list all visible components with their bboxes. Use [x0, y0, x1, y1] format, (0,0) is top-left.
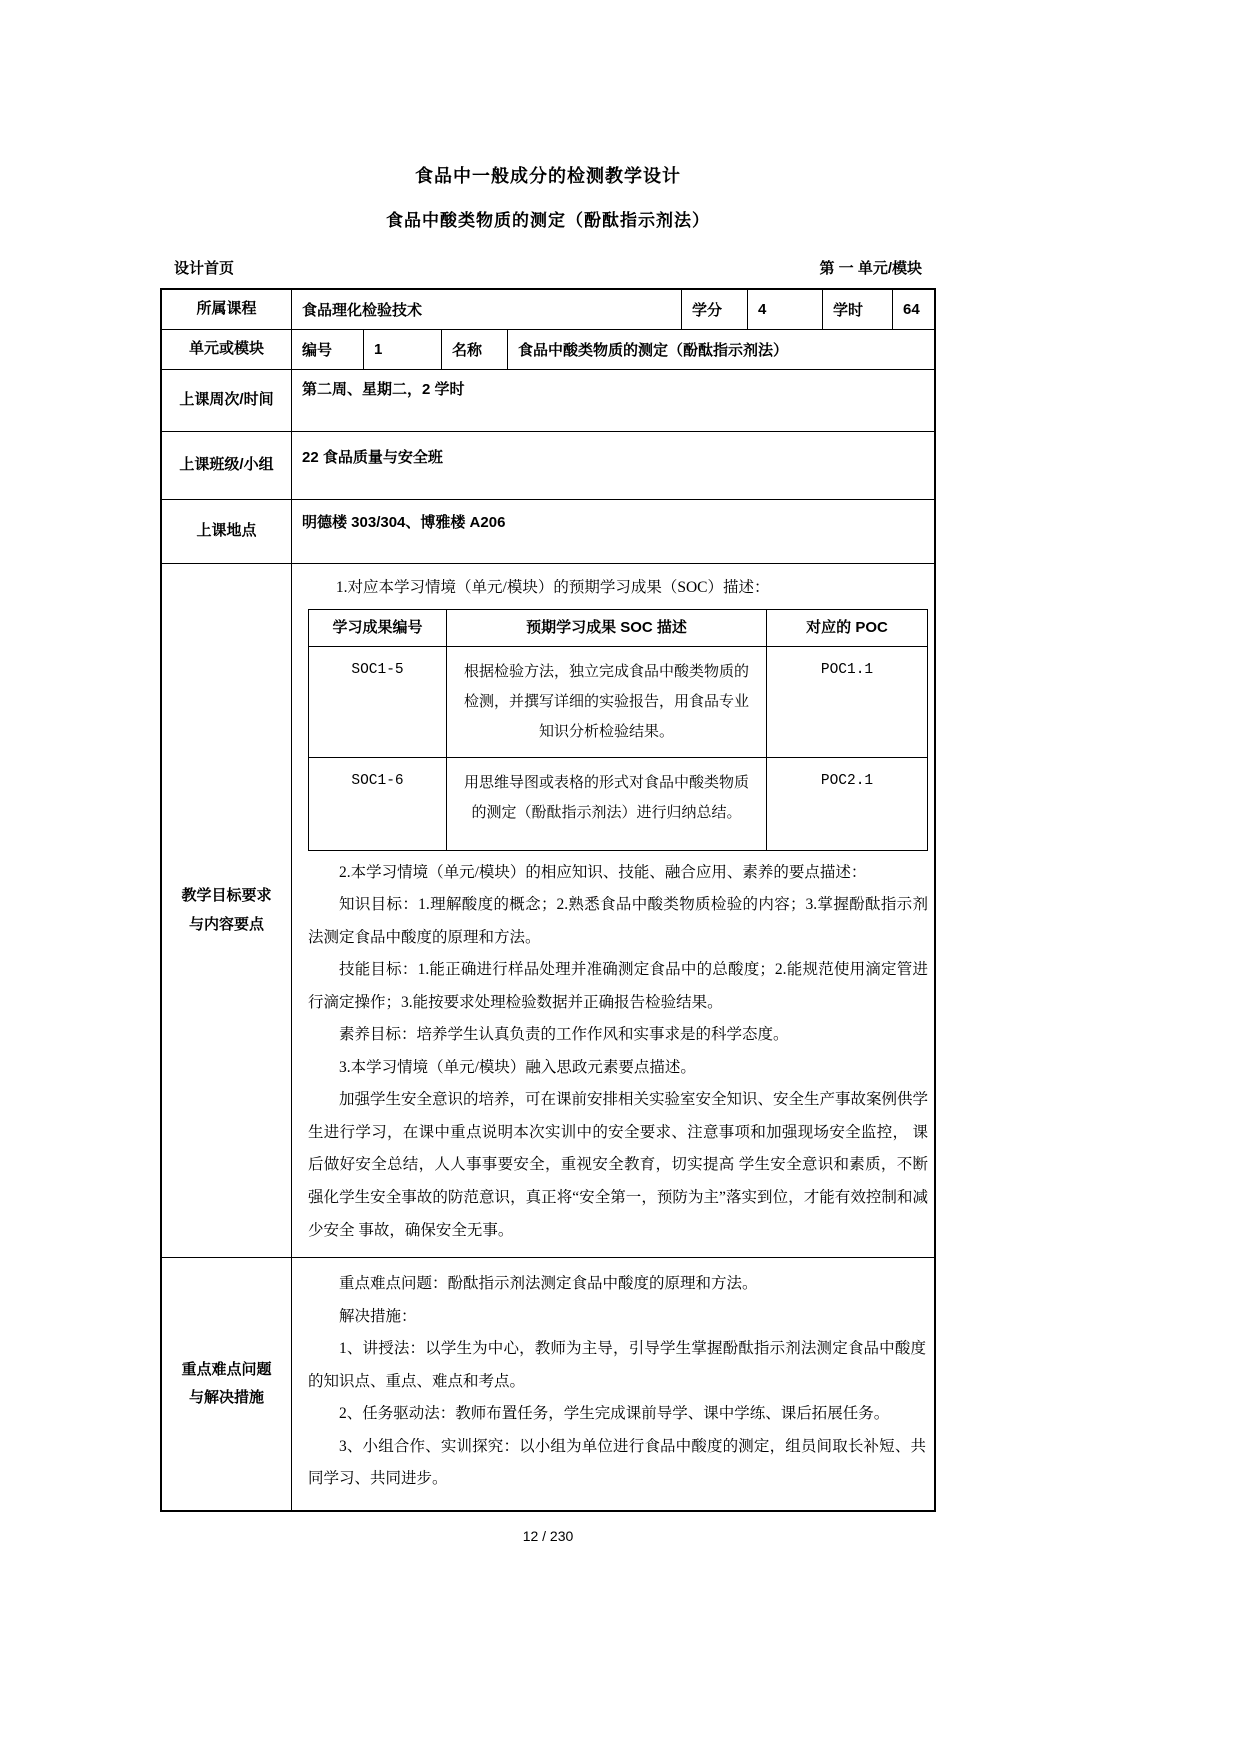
soc-row-1	[309, 647, 927, 758]
objectives-paragraph-safety: 加强学生安全意识的培养，可在课前安排相关实验室安全知识、安全生产事故案例供学生进行学习，在课中重点说明本次实训中的安全要求、注意事项和加强现场安全监控， 课后做好安全总结，人人事事要安全，重视安全教育，切实提高 学生安全意识和素质，不断强化学生安全事故的防范意识，真正将“安全第一，预防为主”落实到位，才能有效控制和减少安全 事故，确保安全无事。	[308, 1091, 929, 1239]
unit-no-label: 编号	[292, 330, 364, 369]
objectives-paragraph-knowledge: 知识目标：1.理解酸度的概念；2.熟悉食品中酸类物质检验的内容；3.掌握酚酞指示剂法测定食品中酸度的原理和方法。	[308, 896, 928, 946]
objectives-label-line2: 与内容要点	[188, 915, 264, 933]
lesson-design-table	[160, 288, 936, 1512]
soc-header-row	[309, 610, 927, 647]
difficulties-paragraph-measures: 解决措施：	[339, 1307, 417, 1325]
row-class	[162, 432, 934, 500]
document-title: 食品中一般成分的检测教学设计	[415, 166, 681, 186]
row-objectives	[162, 564, 934, 1258]
week-value: 第二周、星期二，2 学时	[302, 381, 465, 398]
row-difficulties	[162, 1258, 934, 1510]
soc-header-poc: 对应的 POC	[806, 618, 888, 636]
hours-value: 64	[903, 301, 920, 318]
unit-name-value: 食品中酸类物质的测定（酚酞指示剂法）	[518, 342, 789, 359]
difficulties-paragraph-method-3: 3、小组合作、实训探究：以小组为单位进行食品中酸度的测定，组员间取长补短、共同学习、共同进步。	[308, 1437, 926, 1488]
objectives-paragraph-skill: 技能目标：1.能正确进行样品处理并准确测定食品中的总酸度；2.能规范使用滴定管进行滴定操作；3.能按要求处理检验数据并正确报告检验结果。	[308, 961, 928, 1011]
document-subtitle: 食品中酸类物质的测定（酚酞指示剂法）	[386, 211, 710, 230]
location-value: 明德楼 303/304、博雅楼 A206	[302, 514, 506, 531]
difficulties-label-line1: 重点难点问题	[181, 1360, 272, 1378]
soc-header-desc: 预期学习成果 SOC 描述	[447, 610, 767, 646]
week-label: 上课周次/时间	[162, 370, 292, 431]
course-label: 所属课程	[162, 290, 292, 329]
course-value: 食品理化检验技术	[292, 290, 682, 329]
credit-label: 学分	[682, 290, 748, 329]
class-value: 22 食品质量与安全班	[302, 449, 443, 466]
objectives-label-line1: 教学目标要求	[181, 887, 272, 905]
soc-row-1-code: SOC1-5	[309, 647, 447, 757]
table-caption-row	[160, 257, 936, 278]
class-label: 上课班级/小组	[162, 432, 292, 499]
caption-right: 第 一 单元/模块	[819, 260, 922, 277]
objectives-paragraph-ideology: 3.本学习情境（单元/模块）融入思政元素要点描述。	[339, 1058, 696, 1076]
difficulties-label	[162, 1258, 292, 1510]
difficulties-paragraph-method-2: 2、任务驱动法：教师布置任务，学生完成课前导学、课中学练、课后拓展任务。	[339, 1405, 890, 1423]
page-number: 12 / 230	[522, 1527, 574, 1544]
row-course	[162, 290, 934, 330]
unit-label: 单元或模块	[162, 330, 292, 369]
unit-no-value: 1	[364, 330, 442, 369]
soc-header-code: 学习成果编号	[309, 610, 447, 646]
credit-value: 4	[748, 290, 823, 329]
location-label: 上课地点	[162, 500, 292, 563]
caption-left: 设计首页	[174, 260, 235, 277]
row-week	[162, 370, 934, 432]
row-unit	[162, 330, 934, 370]
hours-label: 学时	[823, 290, 893, 329]
objectives-intro: 1.对应本学习情境（单元/模块）的预期学习成果（SOC）描述：	[335, 579, 770, 596]
difficulties-content	[292, 1258, 934, 1510]
document-page	[160, 0, 936, 1544]
soc-row-2-code: SOC1-6	[309, 758, 447, 850]
row-location	[162, 500, 934, 564]
soc-row-1-poc: POC1.1	[820, 661, 874, 678]
soc-table	[308, 609, 928, 851]
soc-row-2-desc: 用思维导图或表格的形式对食品中酸类物质的测定（酚酞指示剂法）进行归纳总结。	[447, 758, 767, 850]
soc-row-2	[309, 758, 927, 850]
difficulties-paragraph-method-1: 1、讲授法：以学生为中心，教师为主导，引导学生掌握酚酞指示剂法测定食品中酸度的知识点、重点、难点和考点。	[308, 1340, 926, 1390]
objectives-paragraph-2: 2.本学习情境（单元/模块）的相应知识、技能、融合应用、素养的要点描述：	[339, 863, 867, 881]
objectives-content	[292, 564, 936, 1257]
objectives-label	[162, 564, 292, 1257]
soc-row-1-desc: 根据检验方法，独立完成食品中酸类物质的检测，并撰写详细的实验报告，用食品专业知识分析检验结果。	[447, 647, 767, 757]
unit-name-label: 名称	[442, 330, 508, 369]
difficulties-label-line2: 与解决措施	[188, 1389, 264, 1407]
objectives-paragraph-quality: 素养目标：培养学生认真负责的工作作风和实事求是的科学态度。	[339, 1026, 789, 1044]
soc-row-2-poc: POC2.1	[820, 772, 874, 789]
difficulties-paragraph-problem: 重点难点问题：酚酞指示剂法测定食品中酸度的原理和方法。	[339, 1275, 758, 1293]
